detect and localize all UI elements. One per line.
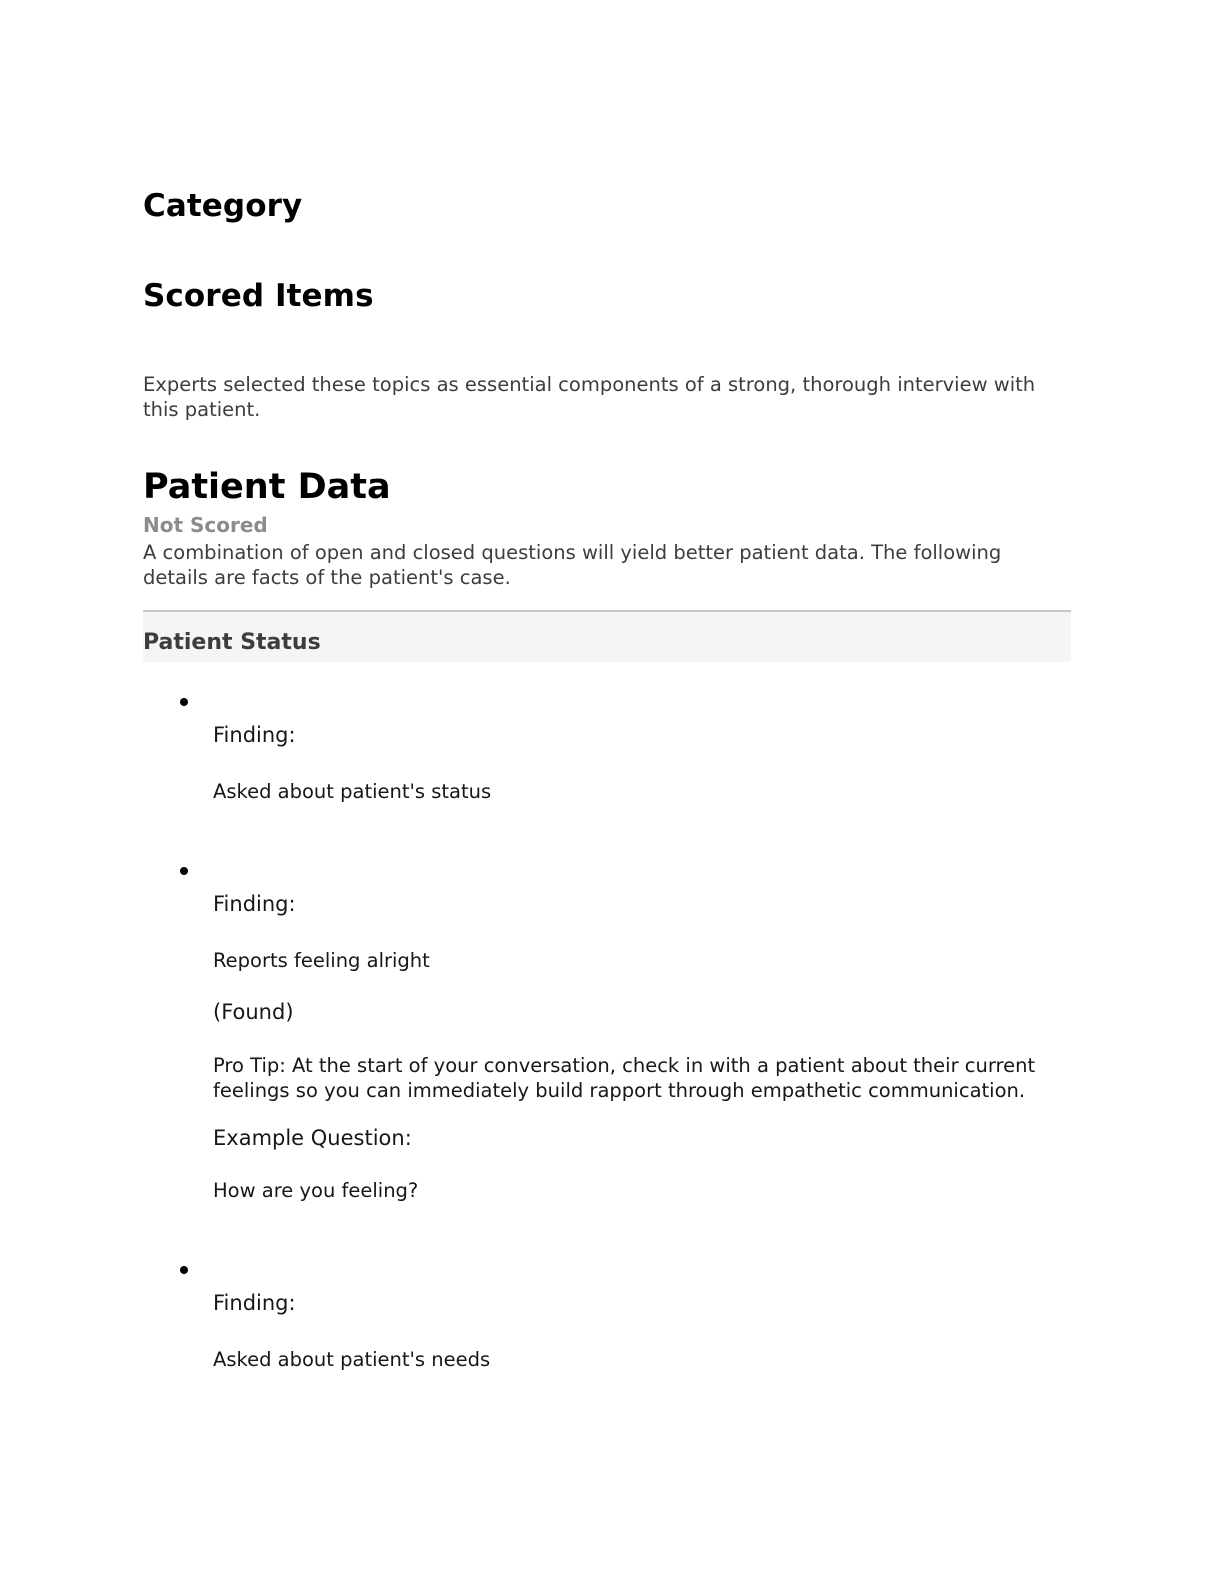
list-item — [143, 805, 1071, 1204]
section-title: Patient Data — [143, 467, 391, 507]
intro-paragraph: Experts selected these topics as essential components of a strong, thorough interview with this patient. — [143, 373, 1036, 422]
bullet-icon — [180, 1266, 188, 1274]
spacer — [213, 805, 1071, 841]
pro-tip-text: Pro Tip: At the start of your conversation, check in with a patient about their current feelings so you can immediately build rapport through empathetic communication. — [213, 1053, 1036, 1102]
spacer — [213, 973, 1071, 999]
item-spacer — [213, 1240, 1071, 1290]
finding-label: Finding: — [213, 723, 296, 747]
finding-label: Finding: — [213, 891, 296, 916]
spacer — [213, 918, 1071, 948]
spacer — [213, 1027, 1071, 1053]
example-question-value: How are you feeling? — [213, 1179, 419, 1203]
finding-label: Finding: — [213, 1290, 296, 1315]
status-badge: Not Scored — [143, 512, 268, 537]
bullet-icon — [180, 867, 188, 875]
finding-status: (Found) — [213, 1000, 294, 1025]
category-banner — [143, 610, 1071, 662]
spacer — [213, 749, 1071, 779]
list-item — [143, 1204, 1071, 1373]
item-spacer — [213, 672, 1071, 722]
patient-data-section-header — [143, 468, 1063, 590]
finding-value: Reports feeling alright — [213, 948, 430, 972]
findings-list — [143, 672, 1071, 1372]
spacer — [213, 1152, 1071, 1178]
bullet-icon — [180, 698, 188, 706]
item-spacer — [213, 841, 1071, 891]
example-question-label: Example Question: — [213, 1125, 412, 1150]
category-banner-title: Patient Status — [143, 630, 321, 655]
finding-value: Asked about patient's status — [213, 780, 492, 804]
scored-items-heading: Scored Items — [143, 278, 374, 314]
spacer — [213, 1204, 1071, 1240]
page-title-block — [143, 188, 302, 225]
spacer — [213, 1317, 1071, 1347]
page-title: Category — [143, 188, 303, 224]
spacer — [213, 1103, 1071, 1125]
section-description: A combination of open and closed questions will yield better patient data. The following details are facts of the patient's case. — [143, 540, 1002, 589]
finding-value: Asked about patient's needs — [213, 1347, 491, 1371]
intro-paragraph-block — [143, 372, 1048, 422]
list-item — [143, 672, 1071, 805]
scored-items-heading-block — [143, 278, 374, 315]
